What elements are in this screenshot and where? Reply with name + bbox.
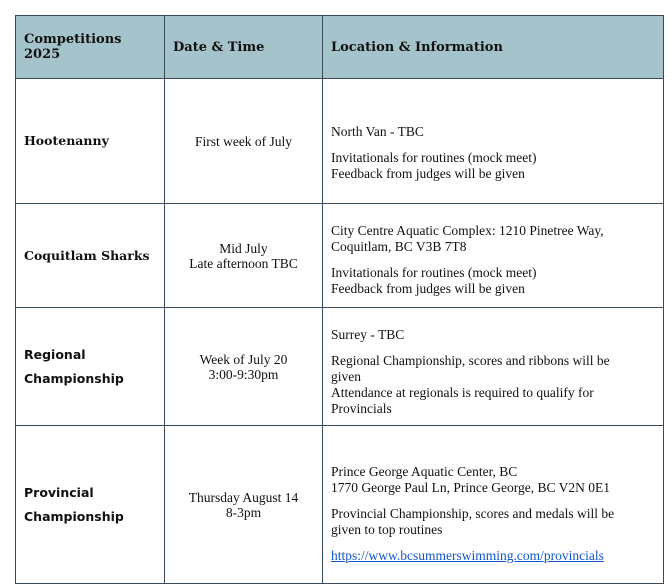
- header-location: Location & Information: [323, 16, 664, 79]
- competition-datetime: Mid July Late afternoon TBC: [165, 204, 323, 308]
- table-row: [16, 308, 664, 426]
- competition-name: Provincial Championship: [16, 426, 165, 584]
- competitions-table: [15, 15, 664, 584]
- competition-location: Prince George Aquatic Center, BC 1770 George Paul Ln, Prince George, BC V2N 0E1 Provincial Championship, scores and medals will be given to top routines https://www.bcsummerswimming.com/provincials: [323, 426, 664, 584]
- provincials-link[interactable]: https://www.bcsummerswimming.com/provincials: [331, 547, 604, 563]
- table-row: [16, 426, 664, 584]
- competition-datetime: First week of July: [165, 79, 323, 204]
- competition-location: Surrey - TBC Regional Championship, scores and ribbons will be given Attendance at regionals is required to qualify for Provincials: [323, 308, 664, 426]
- competition-location: City Centre Aquatic Complex: 1210 Pinetree Way, Coquitlam, BC V3B 7T8 Invitationals for routines (mock meet) Feedback from judges will be given: [323, 204, 664, 308]
- header-competitions: Competitions 2025: [16, 16, 165, 79]
- header-row: [16, 16, 664, 79]
- header-datetime: Date & Time: [165, 16, 323, 79]
- table-row: [16, 79, 664, 204]
- competition-datetime: Thursday August 14 8-3pm: [165, 426, 323, 584]
- competition-name: Coquitlam Sharks: [16, 204, 165, 308]
- table-row: [16, 204, 664, 308]
- competition-name: Regional Championship: [16, 308, 165, 426]
- competition-datetime: Week of July 20 3:00-9:30pm: [165, 308, 323, 426]
- competition-name: Hootenanny: [16, 79, 165, 204]
- competition-location: North Van - TBC Invitationals for routines (mock meet) Feedback from judges will be given: [323, 79, 664, 204]
